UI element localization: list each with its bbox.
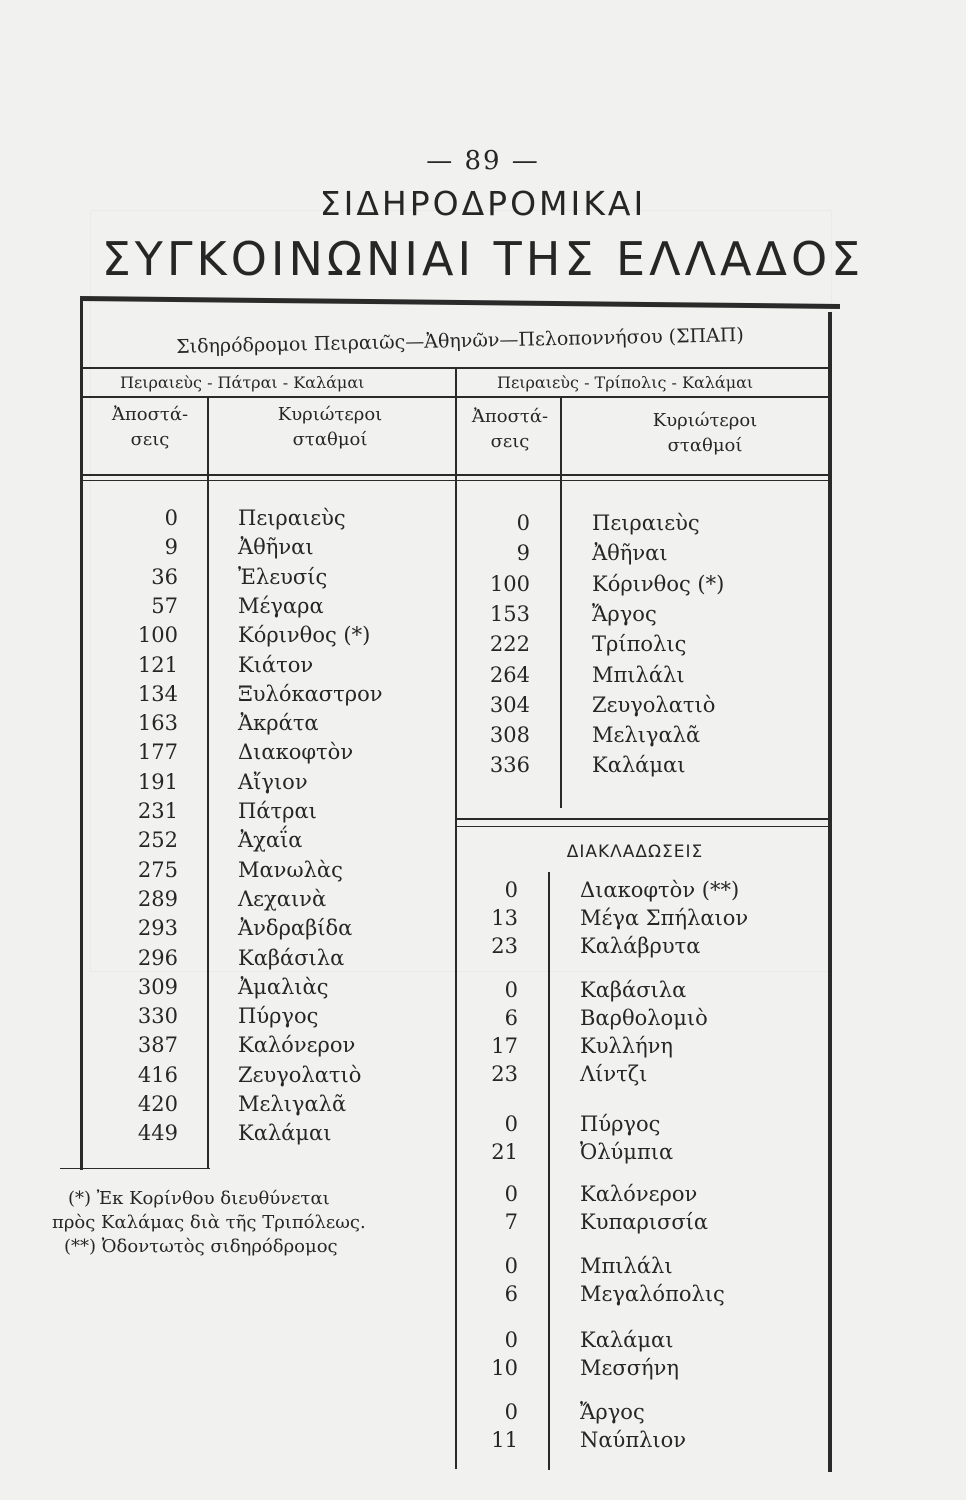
- left-col-head-distance: Ἀποστά- σεις: [111, 404, 189, 450]
- left-row-distance: 121: [137, 652, 178, 677]
- left-row-distance: 252: [137, 828, 178, 853]
- right-col-head-stations: Κυριώτεροι σταθμοί: [652, 410, 758, 456]
- left-row-station: Λεχαινὰ: [238, 886, 327, 911]
- branch-row-station: Ὀλύμπια: [580, 1140, 674, 1164]
- railway-header: Σιδηρόδρομοι Πειραιῶς—Ἀθηνῶν—Πελοποννήσου (ΣΠΑΠ): [176, 324, 744, 358]
- left-col-divider: [207, 398, 209, 1168]
- left-route-label: Πειραιεὺς - Πάτραι - Καλάμαι: [120, 373, 365, 392]
- left-row-distance: 177: [137, 740, 178, 765]
- branch-row-station: Κυλλήνη: [580, 1034, 674, 1058]
- left-row-distance: 163: [137, 711, 178, 736]
- right-row-station: Τρίπολις: [592, 632, 687, 657]
- left-row-distance: 449: [137, 1121, 178, 1146]
- footnote-1: (*) Ἐκ Κορίνθου διευθύνεται: [68, 1188, 330, 1209]
- right-row-station: Ἄργος: [592, 601, 657, 626]
- branch-row-station: Ναύπλιον: [580, 1428, 687, 1452]
- left-row-distance: 289: [137, 886, 178, 911]
- branch-row-station: Ἄργος: [580, 1400, 645, 1424]
- left-table-bottom-rule: [60, 1168, 210, 1169]
- page-title-line2: ΣΥΓΚΟΙΝΩΝΙΑΙ ΤΗΣ ΕΛΛΑΔΟΣ: [101, 232, 865, 286]
- right-row-station: Μπιλάλι: [592, 662, 685, 687]
- left-col-head-stations: Κυριώτεροι σταθμοί: [277, 404, 383, 450]
- branch-row-station: Μεγαλόπολις: [580, 1282, 725, 1306]
- left-row-station: Ἀθῆναι: [238, 535, 314, 560]
- left-row-distance: 416: [137, 1062, 178, 1087]
- footnote-3: (**) Ὀδοντωτὸς σιδηρόδρομος: [64, 1236, 338, 1257]
- branch-row-distance: 23: [491, 1062, 518, 1086]
- left-row-station: Ἀχαΐα: [238, 828, 303, 853]
- branch-row-distance: 0: [504, 878, 518, 902]
- right-row-station: Μελιγαλᾶ: [592, 723, 701, 748]
- left-row-station: Καλόνερον: [238, 1033, 356, 1058]
- left-row-station: Ἀκράτα: [238, 711, 319, 736]
- branch-row-station: Βαρθολομιὸ: [580, 1006, 708, 1030]
- left-row-distance: 134: [137, 681, 178, 706]
- right-col-head-distance: Ἀποστά- σεις: [471, 406, 549, 452]
- left-row-station: Ἐλευσίς: [238, 564, 328, 589]
- branch-row-distance: 0: [504, 978, 518, 1002]
- branch-row-station: Μεσσήνη: [580, 1356, 679, 1380]
- right-row-distance: 336: [489, 753, 530, 778]
- branch-row-distance: 0: [504, 1112, 518, 1136]
- left-row-distance: 275: [137, 857, 178, 882]
- left-row-station: Ξυλόκαστρον: [238, 681, 383, 706]
- table-left-border: [80, 300, 83, 1170]
- left-row-distance: 387: [137, 1033, 178, 1058]
- right-row-distance: 222: [489, 632, 530, 657]
- left-row-distance: 231: [137, 799, 178, 823]
- branch-row-station: Πύργος: [580, 1112, 661, 1136]
- left-row-station: Καβάσιλα: [238, 945, 345, 970]
- left-row-distance: 296: [137, 945, 178, 970]
- left-row-station: Κόρινθος (*): [238, 623, 371, 648]
- footnote-2: πρὸς Καλάμας διὰ τῆς Τριπόλεως.: [52, 1212, 366, 1233]
- left-row-distance: 293: [137, 916, 178, 941]
- right-row-station: Πειραιεὺς: [592, 511, 700, 535]
- left-row-station: Μανωλὰς: [238, 857, 343, 882]
- branch-row-distance: 0: [504, 1254, 518, 1278]
- right-row-distance: 153: [489, 601, 530, 626]
- right-row-station: Ἀθῆναι: [592, 541, 668, 566]
- left-row-distance: 0: [164, 506, 178, 530]
- left-row-distance: 100: [137, 623, 178, 648]
- branch-top-rule: [457, 818, 828, 820]
- left-row-station: Μέγαρα: [238, 593, 324, 618]
- left-row-distance: 57: [151, 593, 178, 618]
- branch-top-rule-2: [457, 826, 828, 827]
- branch-row-distance: 6: [504, 1282, 518, 1306]
- branch-row-distance: 0: [504, 1182, 518, 1206]
- table-right-border: [828, 312, 832, 1472]
- branch-row-distance: 7: [504, 1210, 518, 1234]
- branch-row-station: Καβάσιλα: [580, 978, 687, 1002]
- branch-row-distance: 13: [491, 906, 518, 930]
- left-row-distance: 191: [137, 769, 178, 794]
- left-row-station: Αἴγιον: [238, 769, 308, 794]
- branch-row-station: Καλάμαι: [580, 1328, 674, 1352]
- branch-row-distance: 23: [491, 934, 518, 958]
- right-row-distance: 0: [516, 511, 530, 535]
- branch-row-station: Μέγα Σπήλαιον: [580, 906, 749, 930]
- page-title-line1: ΣΙΔΗΡΟΔΡΟΜΙΚΑΙ: [319, 184, 647, 223]
- branch-row-station: Διακοφτὸν (**): [580, 878, 740, 902]
- branch-row-distance: 6: [504, 1006, 518, 1030]
- branch-row-distance: 17: [491, 1034, 518, 1058]
- left-row-distance: 309: [137, 974, 178, 999]
- branch-row-distance: 0: [504, 1400, 518, 1424]
- right-row-distance: 304: [489, 692, 530, 717]
- right-row-station: Καλάμαι: [592, 753, 686, 778]
- left-row-station: Ἀμαλιὰς: [238, 974, 329, 999]
- branch-row-station: Κυπαρισσία: [580, 1210, 709, 1234]
- branch-row-distance: 0: [504, 1328, 518, 1352]
- right-row-station: Ζευγολατιὸ: [592, 692, 716, 717]
- right-route-label: Πειραιεὺς - Τρίπολις - Καλάμαι: [497, 373, 754, 392]
- left-row-station: Καλάμαι: [238, 1121, 332, 1146]
- left-row-distance: 330: [137, 1004, 178, 1029]
- left-row-station: Διακοφτὸν: [238, 740, 354, 765]
- branch-col-divider: [548, 872, 550, 1470]
- left-row-station: Πειραιεὺς: [238, 506, 346, 530]
- left-row-station: Μελιγαλᾶ: [238, 1092, 347, 1116]
- left-row-station: Κιάτον: [238, 652, 314, 677]
- branch-row-station: Μπιλάλι: [580, 1254, 673, 1278]
- left-row-station: Ἀνδραβίδα: [238, 916, 353, 941]
- branch-row-station: Καλάβρυτα: [580, 934, 701, 958]
- left-row-station: Ζευγολατιὸ: [238, 1062, 362, 1087]
- branch-row-station: Καλόνερον: [580, 1182, 698, 1206]
- left-row-distance: 420: [137, 1092, 178, 1116]
- left-row-distance: 36: [151, 564, 178, 589]
- right-row-station: Κόρινθος (*): [592, 571, 725, 596]
- right-row-distance: 308: [489, 723, 530, 748]
- page-number: — 89 —: [426, 146, 540, 176]
- left-row-station: Πύργος: [238, 1004, 319, 1029]
- branch-row-distance: 11: [491, 1428, 518, 1452]
- branches-heading: ΔΙΑΚΛΑΔΩΣΕΙΣ: [566, 842, 704, 862]
- right-row-distance: 264: [489, 662, 530, 687]
- right-row-distance: 100: [489, 571, 530, 596]
- branch-row-station: Λίντζι: [580, 1062, 648, 1086]
- branch-row-distance: 10: [491, 1356, 518, 1380]
- left-row-station: Πάτραι: [238, 799, 317, 823]
- left-row-distance: 9: [164, 535, 178, 560]
- branch-row-distance: 21: [491, 1140, 518, 1164]
- right-col-divider: [560, 398, 562, 808]
- right-row-distance: 9: [516, 541, 530, 566]
